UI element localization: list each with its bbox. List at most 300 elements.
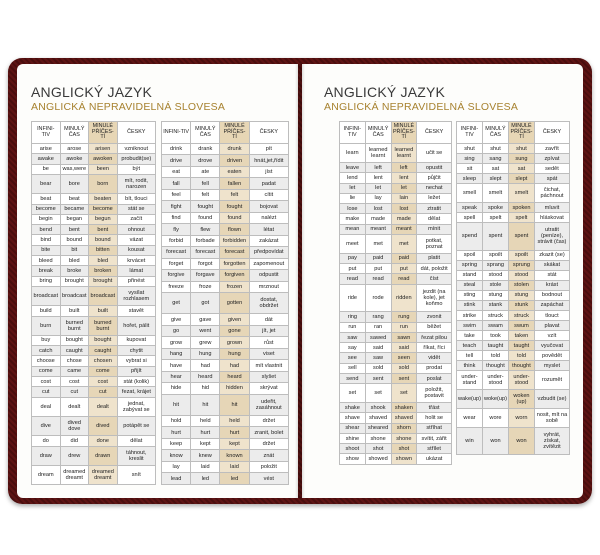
table-row <box>32 356 156 366</box>
table-cell: frozen <box>220 281 249 292</box>
table-cell: swum <box>508 321 534 331</box>
table-cell: chytit <box>117 346 155 356</box>
table-row <box>457 203 570 213</box>
table-row <box>32 235 156 245</box>
table-cell: vázat <box>117 235 155 245</box>
table-row <box>32 225 156 235</box>
table-cell: rozumět <box>534 371 569 390</box>
table-cell: jednat, zabývat se <box>117 397 155 416</box>
table-cell: lie <box>340 193 366 203</box>
table-row <box>162 201 289 212</box>
table-cell: eat <box>162 166 191 177</box>
table-cell: led <box>191 473 220 485</box>
right-page <box>302 64 583 498</box>
table-cell: beaten <box>89 194 118 204</box>
table-cell: čichat, páchnout <box>534 184 569 203</box>
table-row <box>162 281 289 292</box>
table-cell: nalézt <box>249 212 288 223</box>
table-cell: ztratit <box>417 204 452 214</box>
table-cell: burned burnt <box>89 316 118 335</box>
table-cell: become <box>32 204 61 214</box>
table-cell: bodnout <box>534 290 569 300</box>
table-cell: rode <box>365 284 391 312</box>
table-cell: sawed <box>365 332 391 342</box>
table-cell: arisen <box>89 144 118 154</box>
table-cell: shear <box>340 423 366 433</box>
table-cell: under-stood <box>482 371 508 390</box>
table-cell: run <box>340 322 366 332</box>
table-cell: sing <box>457 154 483 164</box>
table-cell: put <box>391 264 417 274</box>
table-cell: know <box>162 450 191 461</box>
table-cell: přinést <box>117 276 155 286</box>
table-cell: položit <box>249 461 288 472</box>
table-cell: burned burnt <box>60 316 89 335</box>
table-cell: struck <box>508 310 534 320</box>
table-cell: strike <box>457 310 483 320</box>
table-cell: spring <box>457 260 483 270</box>
table-cell: forecast <box>191 247 220 258</box>
table-cell: krást <box>534 280 569 290</box>
table-cell: given <box>220 314 249 325</box>
table-cell: paid <box>391 253 417 263</box>
table-row <box>162 360 289 371</box>
table-row <box>162 224 289 235</box>
table-cell: bít, tlouci <box>117 194 155 204</box>
table-row <box>32 397 156 416</box>
table-cell: stank <box>482 300 508 310</box>
table-cell: cost <box>89 377 118 387</box>
table-row <box>340 423 452 433</box>
table-cell: dělat <box>417 214 452 224</box>
table-cell: ridden <box>391 284 417 312</box>
table-cell: prodat <box>417 363 452 373</box>
table-cell: lost <box>391 204 417 214</box>
table-cell: fly <box>162 224 191 235</box>
table-cell: held <box>220 416 249 427</box>
verb-table-left-2 <box>161 121 289 485</box>
table-cell: got <box>191 293 220 314</box>
table-cell: hnát,jet,řídit <box>249 155 288 166</box>
table-row <box>340 274 452 284</box>
table-row <box>340 373 452 383</box>
table-cell: teach <box>457 341 483 351</box>
table-cell: mínit <box>417 224 452 234</box>
table-cell: caught <box>89 346 118 356</box>
table-cell: build <box>32 306 61 316</box>
table-cell: zapomenout <box>249 258 288 269</box>
table-cell: lámat <box>117 266 155 276</box>
table-cell: stung <box>482 290 508 300</box>
table-cell: shot <box>391 444 417 454</box>
table-cell: set <box>391 384 417 403</box>
table-cell: be <box>32 164 61 174</box>
table-cell: mrznout <box>249 281 288 292</box>
table-header-row <box>457 122 570 144</box>
table-cell: go <box>162 325 191 336</box>
table-cell: holit se <box>417 413 452 423</box>
table-cell: hold <box>162 416 191 427</box>
table-cell: beat <box>32 194 61 204</box>
table-cell: bend <box>32 225 61 235</box>
table-row <box>457 361 570 371</box>
table-cell: set <box>365 384 391 403</box>
table-cell: jíst <box>249 166 288 177</box>
table-cell: forbade <box>191 235 220 246</box>
table-cell: držet <box>249 416 288 427</box>
table-row <box>162 235 289 246</box>
table-cell: have <box>162 360 191 371</box>
table-cell: broadcast <box>32 287 61 306</box>
table-row <box>340 433 452 443</box>
table-cell: broken <box>89 266 118 276</box>
table-cell: spoken <box>508 203 534 213</box>
table-row <box>457 260 570 270</box>
table-cell: taught <box>482 341 508 351</box>
table-row <box>32 316 156 335</box>
table-cell: had <box>191 360 220 371</box>
table-cell: viset <box>249 348 288 359</box>
table-row <box>32 436 156 446</box>
table-cell: shine <box>340 433 366 443</box>
column-header: MINULÝ ČAS <box>191 122 220 144</box>
table-cell: běžet <box>417 322 452 332</box>
table-cell: potápět se <box>117 416 155 435</box>
table-cell: skákat <box>534 260 569 270</box>
table-cell: nosit, mít na sobě <box>534 408 569 427</box>
table-cell: feel <box>162 189 191 200</box>
table-cell: put <box>365 264 391 274</box>
table-cell: stand <box>457 270 483 280</box>
table-cell: mít, rodit, narozen <box>117 174 155 193</box>
verb-table-right-2 <box>456 121 570 455</box>
table-row <box>32 256 156 266</box>
table-cell: won <box>508 427 534 454</box>
table-cell: woke(up) <box>482 390 508 409</box>
table-cell: stood <box>482 270 508 280</box>
table-cell: zapáchat <box>534 300 569 310</box>
table-cell: smelt <box>482 184 508 203</box>
table-cell: built <box>60 306 89 316</box>
table-cell: saw <box>340 332 366 342</box>
table-cell: under-stand <box>457 371 483 390</box>
table-cell: být <box>117 164 155 174</box>
table-cell: vidět <box>417 353 452 363</box>
column-header: ČESKY <box>534 122 569 144</box>
table-cell: stát (kolik) <box>117 377 155 387</box>
table-row <box>340 322 452 332</box>
table-cell: dream <box>32 465 61 484</box>
table-cell: became <box>60 204 89 214</box>
table-cell: shook <box>365 403 391 413</box>
table-row <box>457 280 570 290</box>
table-cell: shone <box>365 433 391 443</box>
table-row <box>32 306 156 316</box>
table-cell: hit <box>191 394 220 415</box>
table-row <box>340 312 452 322</box>
table-cell: půjčit <box>417 173 452 183</box>
table-row <box>340 173 452 183</box>
table-cell: knew <box>191 450 220 461</box>
table-row <box>457 250 570 260</box>
table-cell: cítit <box>249 189 288 200</box>
table-row <box>340 183 452 193</box>
column-header: MINULÉ PŘÍČES-TÍ <box>391 122 417 144</box>
table-cell: spoil <box>457 250 483 260</box>
table-cell: find <box>162 212 191 223</box>
table-cell: snít <box>117 465 155 484</box>
table-cell: under-stood <box>508 371 534 390</box>
table-cell: forecast <box>162 247 191 258</box>
table-row <box>340 332 452 342</box>
table-cell: wake(up) <box>457 390 483 409</box>
table-row <box>32 346 156 356</box>
table-cell: forecast <box>220 247 249 258</box>
table-cell: hung <box>220 348 249 359</box>
table-cell: slyšet <box>249 371 288 382</box>
table-cell: get <box>162 293 191 314</box>
table-cell: stavět <box>117 306 155 316</box>
table-cell: krvácet <box>117 256 155 266</box>
table-row <box>340 193 452 203</box>
column-header: MINULÉ PŘÍČES-TÍ <box>508 122 534 144</box>
table-cell: come <box>32 366 61 376</box>
column-header: INFINI-TIV <box>32 122 61 144</box>
table-cell: stát se <box>117 204 155 214</box>
table-cell: shut <box>457 144 483 154</box>
table-cell: lent <box>391 173 417 183</box>
table-cell: grew <box>191 337 220 348</box>
table-row <box>340 264 452 274</box>
table-cell: dealt <box>60 397 89 416</box>
table-cell: heard <box>220 371 249 382</box>
table-cell: caught <box>60 346 89 356</box>
table-header-row <box>162 122 289 144</box>
table-cell: ležet <box>417 193 452 203</box>
column-header: MINULÝ ČAS <box>365 122 391 144</box>
table-cell: stát <box>534 270 569 280</box>
table-cell: spend <box>457 223 483 250</box>
table-row <box>457 310 570 320</box>
table-cell: probudit(se) <box>117 154 155 164</box>
table-cell: padat <box>249 178 288 189</box>
table-row <box>457 371 570 390</box>
table-cell: táhnout, kreslit <box>117 446 155 465</box>
table-cell: létat <box>249 224 288 235</box>
column-header: ČESKY <box>249 122 288 144</box>
table-cell: dostat, obdržet <box>249 293 288 314</box>
table-row <box>162 189 289 200</box>
table-cell: řezat pilou <box>417 332 452 342</box>
table-cell: dreamed dreamt <box>60 465 89 484</box>
table-cell: sprung <box>508 260 534 270</box>
table-cell: driven <box>220 155 249 166</box>
table-cell: říkat, říci <box>417 343 452 353</box>
table-cell: read <box>340 274 366 284</box>
table-cell: lay <box>365 193 391 203</box>
table-cell: spoilt <box>508 250 534 260</box>
table-cell: gone <box>220 325 249 336</box>
table-cell: kupovat <box>117 335 155 345</box>
table-cell: awake <box>32 154 61 164</box>
column-header: INFINI-TIV <box>340 122 366 144</box>
table-cell: stung <box>508 290 534 300</box>
table-cell: udeřit, zasáhnout <box>249 394 288 415</box>
table-header-row <box>32 122 156 144</box>
table-cell: fallen <box>220 178 249 189</box>
table-cell: sent <box>391 373 417 383</box>
table-cell: forbidden <box>220 235 249 246</box>
table-cell: bitten <box>89 245 118 255</box>
table-row <box>162 348 289 359</box>
table-row <box>162 394 289 415</box>
table-cell: worn <box>508 408 534 427</box>
table-cell: come <box>89 366 118 376</box>
table-cell: znát <box>249 450 288 461</box>
table-cell: met <box>365 234 391 253</box>
table-cell: felt <box>220 189 249 200</box>
table-cell: born <box>89 174 118 193</box>
table-row <box>340 454 452 465</box>
table-cell: začít <box>117 214 155 224</box>
table-cell: lose <box>340 204 366 214</box>
table-cell: hit <box>220 394 249 415</box>
table-cell: číst <box>417 274 452 284</box>
table-cell: met <box>391 234 417 253</box>
table-cell: held <box>191 416 220 427</box>
table-cell: shut <box>482 144 508 154</box>
table-cell: předpovídat <box>249 247 288 258</box>
table-row <box>32 174 156 193</box>
table-cell: stink <box>457 300 483 310</box>
table-row <box>340 253 452 263</box>
table-cell: sung <box>508 154 534 164</box>
table-row <box>32 446 156 465</box>
table-cell: fall <box>162 178 191 189</box>
table-cell: set <box>340 384 366 403</box>
table-cell: eaten <box>220 166 249 177</box>
table-cell: paid <box>365 253 391 263</box>
table-cell: poslat <box>417 373 452 383</box>
page-subtitle: ANGLICKÁ NEPRAVIDELNÁ SLOVESA <box>324 101 519 113</box>
table-cell: arise <box>32 144 61 154</box>
table-cell: sat <box>508 164 534 174</box>
table-cell: become <box>89 204 118 214</box>
table-cell: rang <box>365 312 391 322</box>
table-cell: odpustit <box>249 270 288 281</box>
table-cell: zvonit <box>417 312 452 322</box>
table-cell: showed <box>365 454 391 465</box>
table-cell: povědět <box>534 351 569 361</box>
table-cell: sat <box>482 164 508 174</box>
table-cell: spent <box>482 223 508 250</box>
table-row <box>162 212 289 223</box>
table-cell: see <box>340 353 366 363</box>
table-row <box>32 164 156 174</box>
table-cell: buy <box>32 335 61 345</box>
table-cell: zakázat <box>249 235 288 246</box>
table-row <box>340 224 452 234</box>
table-cell: wore <box>482 408 508 427</box>
table-cell: chose <box>60 356 89 366</box>
table-cell: zranit, bolet <box>249 427 288 438</box>
table-cell: meant <box>365 224 391 234</box>
verb-table-right-1 <box>339 121 452 465</box>
table-cell: drink <box>162 144 191 155</box>
table-cell: flew <box>191 224 220 235</box>
table-cell: began <box>60 214 89 224</box>
table-cell: ate <box>191 166 220 177</box>
table-row <box>162 144 289 155</box>
table-cell: shone <box>391 433 417 443</box>
table-cell: drunk <box>220 144 249 155</box>
table-cell: brought <box>60 276 89 286</box>
table-cell: třást <box>417 403 452 413</box>
table-cell: draw <box>32 446 61 465</box>
table-cell: was,were <box>60 164 89 174</box>
table-row <box>340 363 452 373</box>
table-cell: sting <box>457 290 483 300</box>
table-row <box>32 154 156 164</box>
table-cell: broke <box>60 266 89 276</box>
table-cell: seen <box>391 353 417 363</box>
table-cell: jezdit (na kole), jet koňmo <box>417 284 452 312</box>
table-row <box>32 214 156 224</box>
table-cell: myslet <box>534 361 569 371</box>
table-row <box>340 343 452 353</box>
table-cell: bit <box>60 245 89 255</box>
table-cell: smelt <box>508 184 534 203</box>
table-row <box>32 335 156 345</box>
table-cell: thought <box>482 361 508 371</box>
table-cell: let <box>365 183 391 193</box>
table-row <box>32 377 156 387</box>
table-cell: woken (up) <box>508 390 534 409</box>
table-cell: jít, jet <box>249 325 288 336</box>
table-cell: přijít <box>117 366 155 376</box>
table-cell: lain <box>391 193 417 203</box>
column-header: INFINI-TIV <box>162 122 191 144</box>
table-cell: hid <box>191 383 220 394</box>
table-cell: sent <box>365 373 391 383</box>
table-cell: řezat, krájet <box>117 387 155 397</box>
table-cell: froze <box>191 281 220 292</box>
table-row <box>457 351 570 361</box>
table-cell: ukázat <box>417 454 452 465</box>
page-title: ANGLICKÝ JAZYK <box>324 84 446 100</box>
table-cell: show <box>340 454 366 465</box>
table-cell: cut <box>32 387 61 397</box>
table-cell: meet <box>340 234 366 253</box>
table-cell: sedět <box>534 164 569 174</box>
table-cell: done <box>89 436 118 446</box>
table-cell: plavat <box>534 321 569 331</box>
table-cell: shaved <box>365 413 391 423</box>
table-row <box>457 390 570 409</box>
table-cell: učit se <box>417 144 452 163</box>
table-cell: stunk <box>508 300 534 310</box>
table-cell: sell <box>340 363 366 373</box>
table-cell: learn <box>340 144 366 163</box>
table-cell: laid <box>220 461 249 472</box>
table-cell: opustit <box>417 163 452 173</box>
table-cell: mluvit <box>534 203 569 213</box>
table-cell: bring <box>32 276 61 286</box>
table-cell: gave <box>191 314 220 325</box>
table-cell: mít vlastnit <box>249 360 288 371</box>
table-cell: shown <box>391 454 417 465</box>
table-cell: dived dove <box>60 416 89 435</box>
